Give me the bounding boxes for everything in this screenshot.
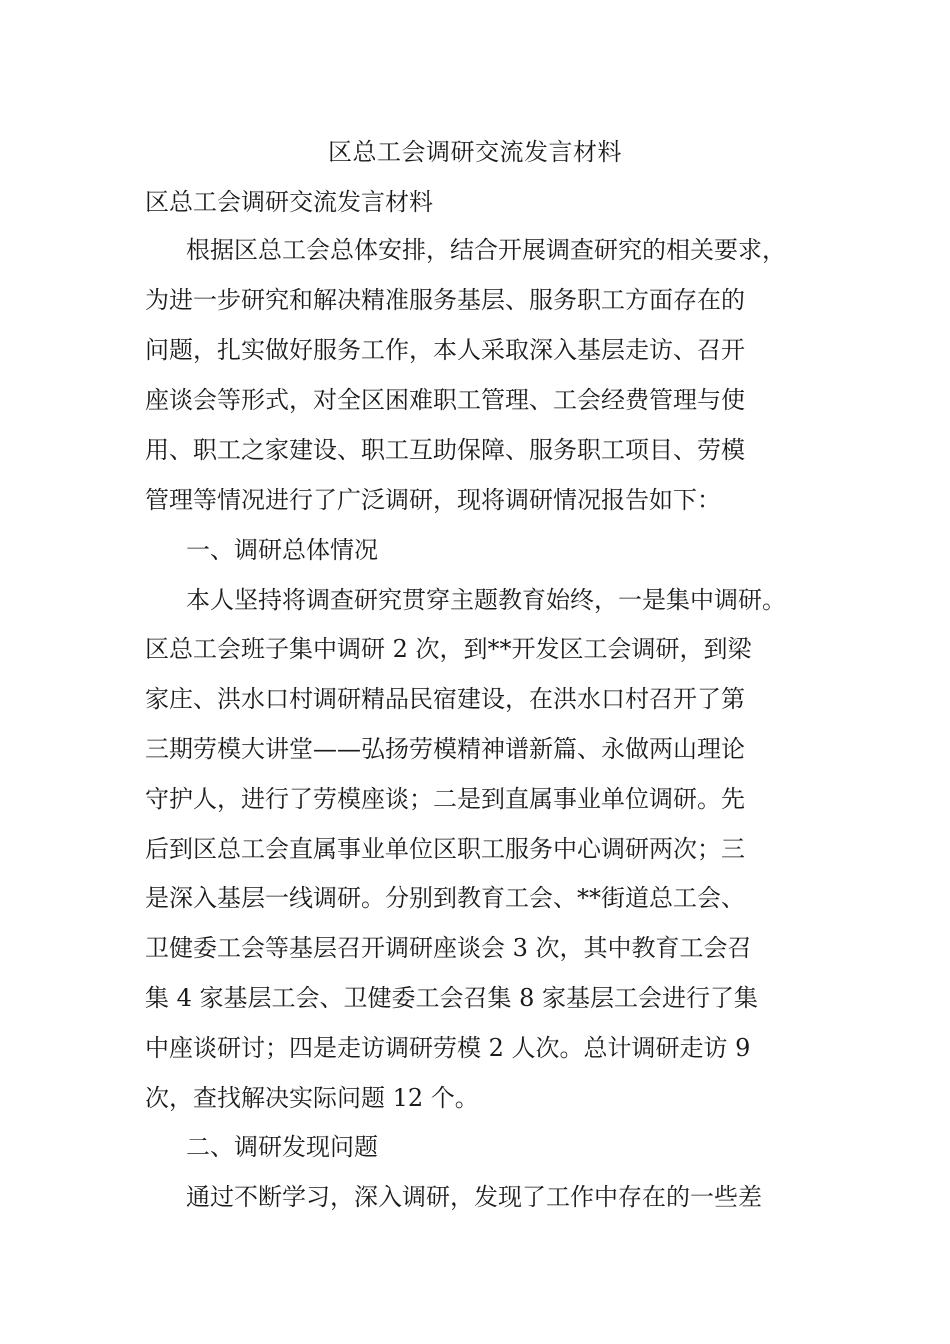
paragraph-line: 三期劳模大讲堂——弘扬劳模精神谱新篇、永做两山理论 [145,735,745,763]
paragraph-line: 后到区总工会直属事业单位区职工服务中心调研两次；三 [145,835,745,863]
paragraph-line: 为进一步研究和解决精准服务基层、服务职工方面存在的 [145,286,745,314]
paragraph-line: 区总工会班子集中调研 2 次，到**开发区工会调研，到梁 [145,635,752,663]
paragraph-line: 问题，扎实做好服务工作，本人采取深入基层走访、召开 [145,336,745,364]
section-heading: 一、调研总体情况 [186,536,378,564]
section-heading: 二、调研发现问题 [186,1133,378,1161]
paragraph-line: 中座谈研讨；四是走访调研劳模 2 人次。总计调研走访 9 [145,1034,751,1062]
document-title: 区总工会调研交流发言材料 [328,138,622,166]
paragraph-line: 用、职工之家建设、职工互助保障、服务职工项目、劳模 [145,436,745,464]
subtitle-line: 区总工会调研交流发言材料 [145,188,433,216]
paragraph-line: 守护人，进行了劳模座谈；二是到直属事业单位调研。先 [145,785,745,813]
paragraph-line: 本人坚持将调查研究贯穿主题教育始终，一是集中调研。 [186,586,786,614]
paragraph-line: 管理等情况进行了广泛调研，现将调研情况报告如下： [145,486,721,514]
paragraph-line: 卫健委工会等基层召开调研座谈会 3 次，其中教育工会召 [145,934,752,962]
paragraph-line: 家庄、洪水口村调研精品民宿建设，在洪水口村召开了第 [145,685,745,713]
paragraph-line: 根据区总工会总体安排，结合开展调查研究的相关要求， [186,236,786,264]
paragraph-line: 次，查找解决实际问题 12 个。 [145,1084,479,1112]
paragraph-line: 集 4 家基层工会、卫健委工会召集 8 家基层工会进行了集 [145,984,759,1012]
paragraph-line: 通过不断学习，深入调研，发现了工作中存在的一些差 [186,1183,762,1211]
paragraph-line: 座谈会等形式，对全区困难职工管理、工会经费管理与使 [145,386,745,414]
paragraph-line: 是深入基层一线调研。分别到教育工会、**街道总工会、 [145,884,745,912]
